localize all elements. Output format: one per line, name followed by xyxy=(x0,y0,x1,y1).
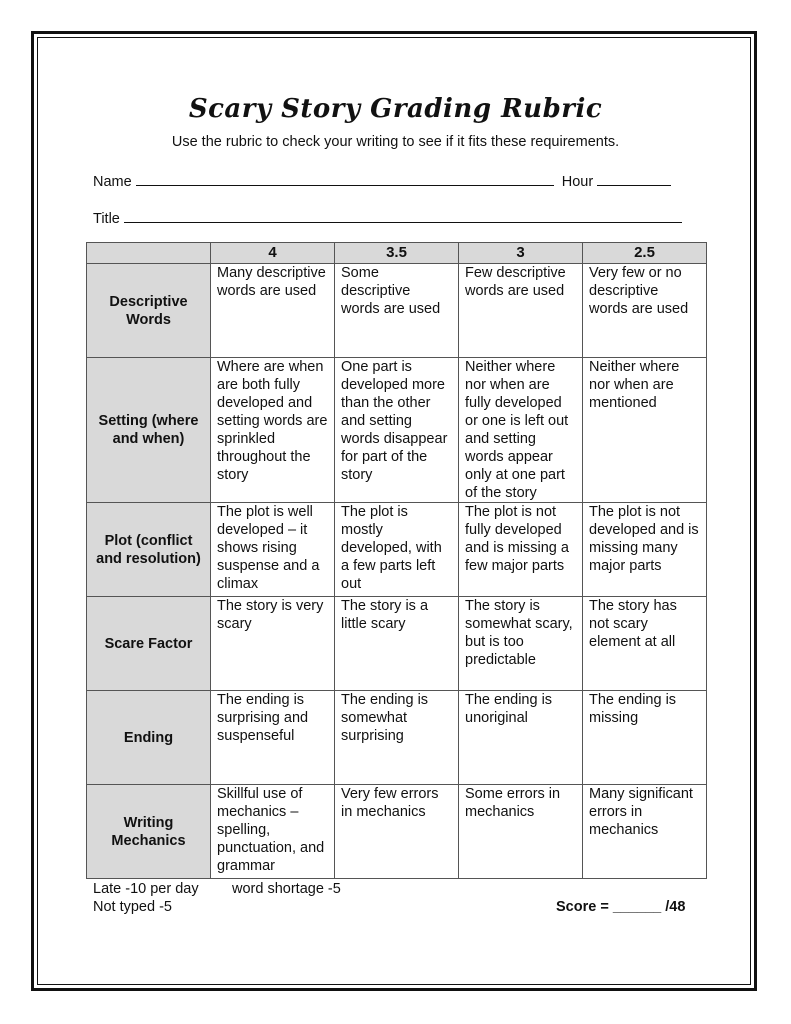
column-header: 2.5 xyxy=(583,243,707,264)
table-row xyxy=(87,264,707,358)
rubric-table xyxy=(86,242,707,879)
row-category: Writing Mechanics xyxy=(87,785,211,879)
table-cell: The ending is unoriginal xyxy=(459,691,583,785)
title-row xyxy=(93,208,693,227)
table-cell: Some errors in mechanics xyxy=(459,785,583,879)
name-blank-line-3[interactable] xyxy=(504,171,554,186)
table-cell: The ending is surprising and suspenseful xyxy=(211,691,335,785)
table-cell: The plot is mostly developed, with a few parts left out xyxy=(335,503,459,597)
late-penalty: Late -10 per day xyxy=(93,881,199,897)
table-cell: Many descriptive words are used xyxy=(211,264,335,358)
table-cell: Some descriptive words are used xyxy=(335,264,459,358)
table-cell: Neither where nor when are mentioned xyxy=(583,358,707,503)
table-cell: The plot is not developed and is missing many major parts xyxy=(583,503,707,597)
table-row xyxy=(87,503,707,597)
column-header xyxy=(87,243,211,264)
table-cell: The plot is well developed – it shows rising suspense and a climax xyxy=(211,503,335,597)
table-row xyxy=(87,358,707,503)
table-cell: The story is very scary xyxy=(211,597,335,691)
name-label: Name xyxy=(93,174,132,190)
hour-blank-line[interactable] xyxy=(597,171,671,186)
table-cell: The ending is missing xyxy=(583,691,707,785)
table-cell: Skillful use of mechanics – spelling, punctuation, and grammar xyxy=(211,785,335,879)
table-cell: Very few or no descriptive words are used xyxy=(583,264,707,358)
name-blank-line[interactable] xyxy=(136,171,368,186)
row-category: Plot (conflict and resolution) xyxy=(87,503,211,597)
rubric-header-row xyxy=(87,243,707,264)
not-typed-penalty: Not typed -5 xyxy=(93,899,172,915)
table-row xyxy=(87,597,707,691)
title-blank-line[interactable] xyxy=(124,208,682,223)
table-cell: The plot is not fully developed and is missing a few major parts xyxy=(459,503,583,597)
name-blank-line-2[interactable] xyxy=(368,171,504,186)
table-cell: The story has not scary element at all xyxy=(583,597,707,691)
hour-label: Hour xyxy=(561,174,594,190)
title-label: Title xyxy=(93,211,120,227)
table-cell: Few descriptive words are used xyxy=(459,264,583,358)
table-cell: Very few errors in mechanics xyxy=(335,785,459,879)
column-header: 4 xyxy=(211,243,335,264)
page-title: Scary Story Grading Rubric xyxy=(188,94,603,124)
row-category: Setting (where and when) xyxy=(87,358,211,503)
table-cell: Neither where nor when are fully developed or one is left out and setting words appear only at one part of the story xyxy=(459,358,583,503)
row-category: Ending xyxy=(87,691,211,785)
name-hour-row xyxy=(93,171,693,190)
row-category: Descriptive Words xyxy=(87,264,211,358)
table-cell: Many significant errors in mechanics xyxy=(583,785,707,879)
table-cell: The story is somewhat scary, but is too predictable xyxy=(459,597,583,691)
table-cell: The story is a little scary xyxy=(335,597,459,691)
table-cell: The ending is somewhat surprising xyxy=(335,691,459,785)
table-row xyxy=(87,785,707,879)
page-subtitle: Use the rubric to check your writing to see if it fits these requirements. xyxy=(171,134,620,150)
table-row xyxy=(87,691,707,785)
row-category: Scare Factor xyxy=(87,597,211,691)
column-header: 3.5 xyxy=(335,243,459,264)
column-header: 3 xyxy=(459,243,583,264)
shortage-penalty: word shortage -5 xyxy=(232,881,341,897)
table-cell: Where are when are both fully developed and setting words are sprinkled throughout the story xyxy=(211,358,335,503)
score-line[interactable]: Score = ______ /48 xyxy=(556,899,686,915)
table-cell: One part is developed more than the other and setting words disappear for part of the story xyxy=(335,358,459,503)
